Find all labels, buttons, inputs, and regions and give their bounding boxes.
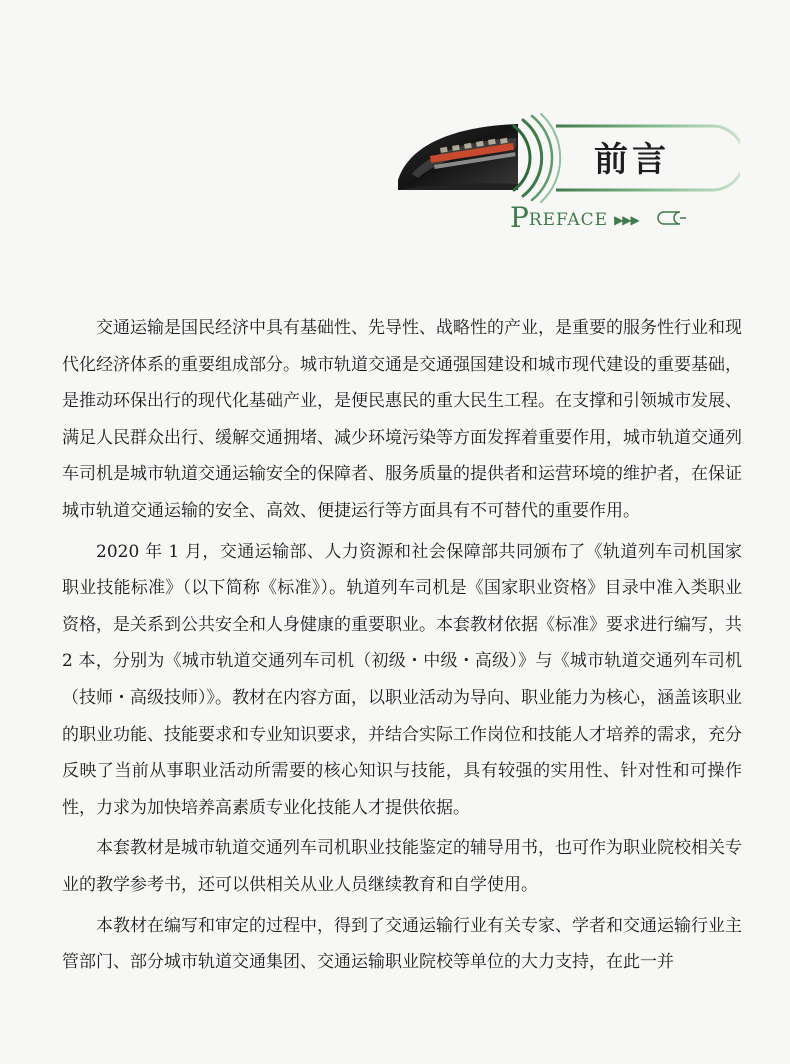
arc-decoration <box>514 114 560 202</box>
paragraph-2: 2020 年 1 月，交通运输部、人力资源和社会保障部共同颁布了《轨道列车司机国家职业技能标准》（以下简称《标准》）。轨道列车司机是《国家职业资格》目录中准入类职业资格，是关系到公共安全和人身健康的重要职业。本套教材依据《标准》要求进行编写，共 2 本，分别为《城市轨道交通列车司机（初级・中级・高级）》与《城市轨道交通列车司机（技师・高级技师）》。教材在内容方面，以职业活动为导向、职业能力为核心，涵盖该职业的职业功能、技能要求和专业知识要求，并结合实际工作岗位和技能人才培养的需求，充分反映了当前从事职业活动所需要的核心知识与技能，具有较强的实用性、针对性和可操作性，力求为加快培养高素质专业化技能人才提供依据。 <box>62 541 742 818</box>
train-photo <box>398 124 518 190</box>
preface-body <box>62 310 742 985</box>
paragraph-1: 交通运输是国民经济中具有基础性、先导性、战略性的产业，是重要的服务性行业和现代化经济体系的重要组成部分。城市轨道交通是交通强国建设和城市现代建设的重要基础，是推动环保出行的现代化基础产业，是便民惠民的重大民生工程。在支撑和引领城市发展、满足人民群众出行、缓解交通拥堵、减少环境污染等方面发挥着重要作用，城市轨道交通列车司机是城市轨道交通运输安全的保障者、服务质量的提供者和运营环境的维护者，在保证城市轨道交通运输的安全、高效、便捷运行等方面具有不可替代的重要作用。 <box>62 318 742 521</box>
preface-initial: P <box>510 201 529 234</box>
triple-arrow-icon: ▶▶▶ <box>614 213 639 227</box>
preface-header <box>390 112 740 242</box>
preface-text: REFACE <box>528 210 609 230</box>
paragraph-4: 本教材在编写和审定的过程中，得到了交通运输行业有关专家、学者和交通运输行业主管部门、部分城市轨道交通集团、交通运输职业院校等单位的大力支持，在此一并 <box>62 915 742 973</box>
preface-bracket <box>658 212 680 224</box>
preface-subtitle <box>510 202 639 232</box>
page-title: 前言 <box>594 140 670 180</box>
paragraph-3: 本套教材是城市轨道交通列车司机职业技能鉴定的辅导用书，也可作为职业院校相关专业的教学参考书，还可以供相关从业人员继续教育和自学使用。 <box>62 838 742 895</box>
